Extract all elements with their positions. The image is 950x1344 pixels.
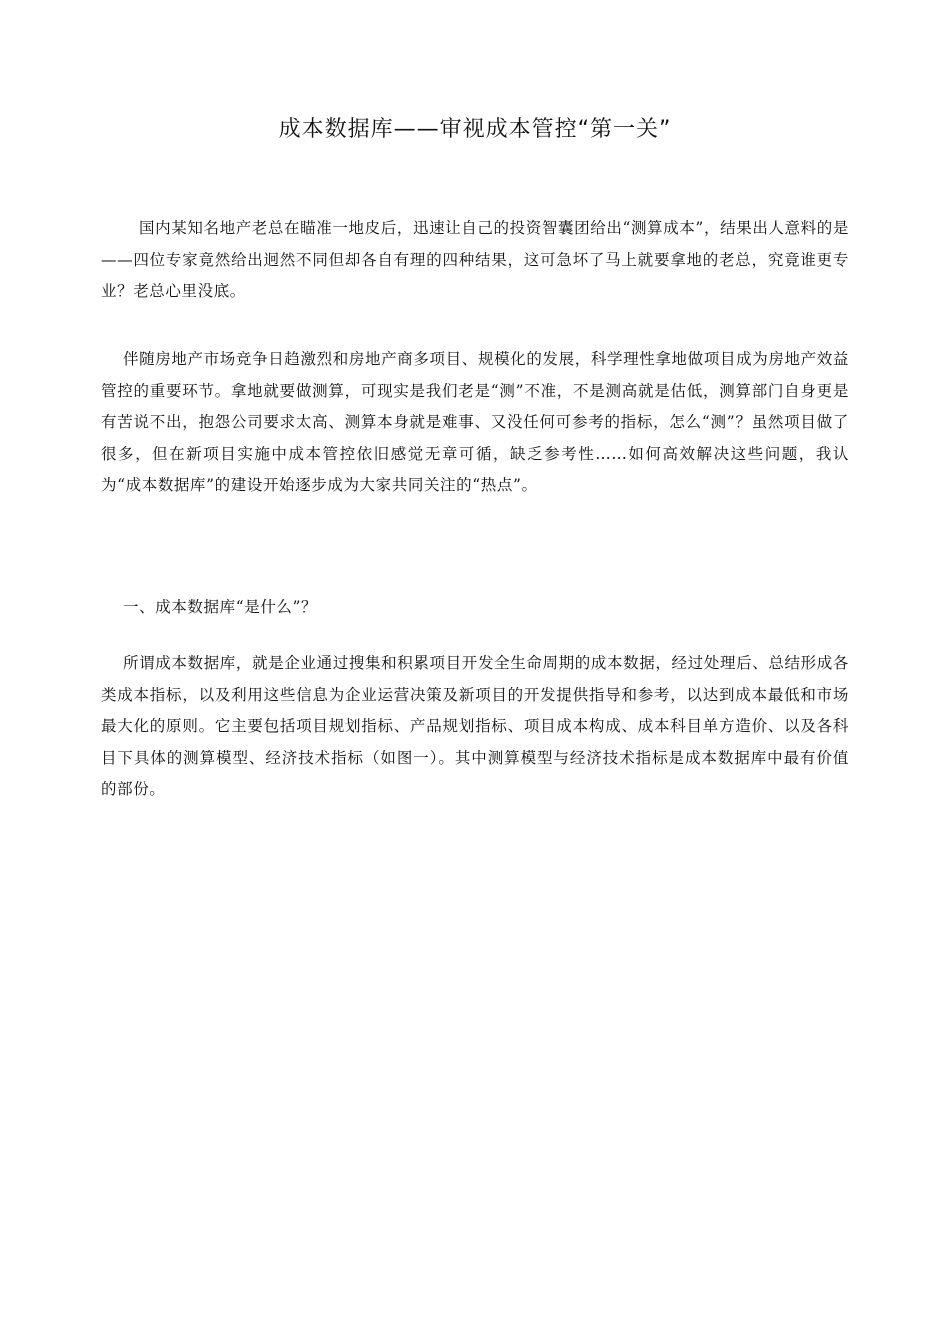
section-paragraph: 所谓成本数据库，就是企业通过搜集和积累项目开发全生命周期的成本数据，经过处理后、总结形成各类成本指标，以及利用这些信息为企业运营决策及新项目的开发提供指导和参考，以达到成本最低和市场最大化的原则。它主要包括项目规划指标、产品规划指标、项目成本构成、成本科目单方造价、以及各科目下具体的测算模型、经济技术指标（如图一）。其中测算模型与经济技术指标是成本数据库中最有价值的部份。 bbox=[101, 654, 849, 798]
background-paragraph: 伴随房地产市场竞争日趋激烈和房地产商多项目、规模化的发展，科学理性拿地做项目成为房地产效益管控的重要环节。拿地就要做测算，可现实是我们老是“测”不准，不是测高就是估低，测算部门自身更是有苦说不出，抱怨公司要求太高、测算本身就是难事、又没任何可参考的指标，怎么“测”？虽然项目做了很多，但在新项目实施中成本管控依旧感觉无章可循，缺乏参考性……如何高效解决这些问题，我认为“成本数据库”的建设开始逐步成为大家共同关注的“热点”。 bbox=[101, 350, 849, 494]
document-title: 成本数据库——审视成本管控“第一关” bbox=[278, 117, 672, 142]
section-heading: 一、成本数据库“是什么”？ bbox=[123, 598, 318, 616]
intro-paragraph: 国内某知名地产老总在瞄准一地皮后，迅速让自己的投资智囊团给出“测算成本”，结果出人意料的是——四位专家竟然给出迥然不同但却各自有理的四种结果，这可急坏了马上就要拿地的老总，究竟谁更专业？老总心里没底。 bbox=[101, 219, 849, 300]
